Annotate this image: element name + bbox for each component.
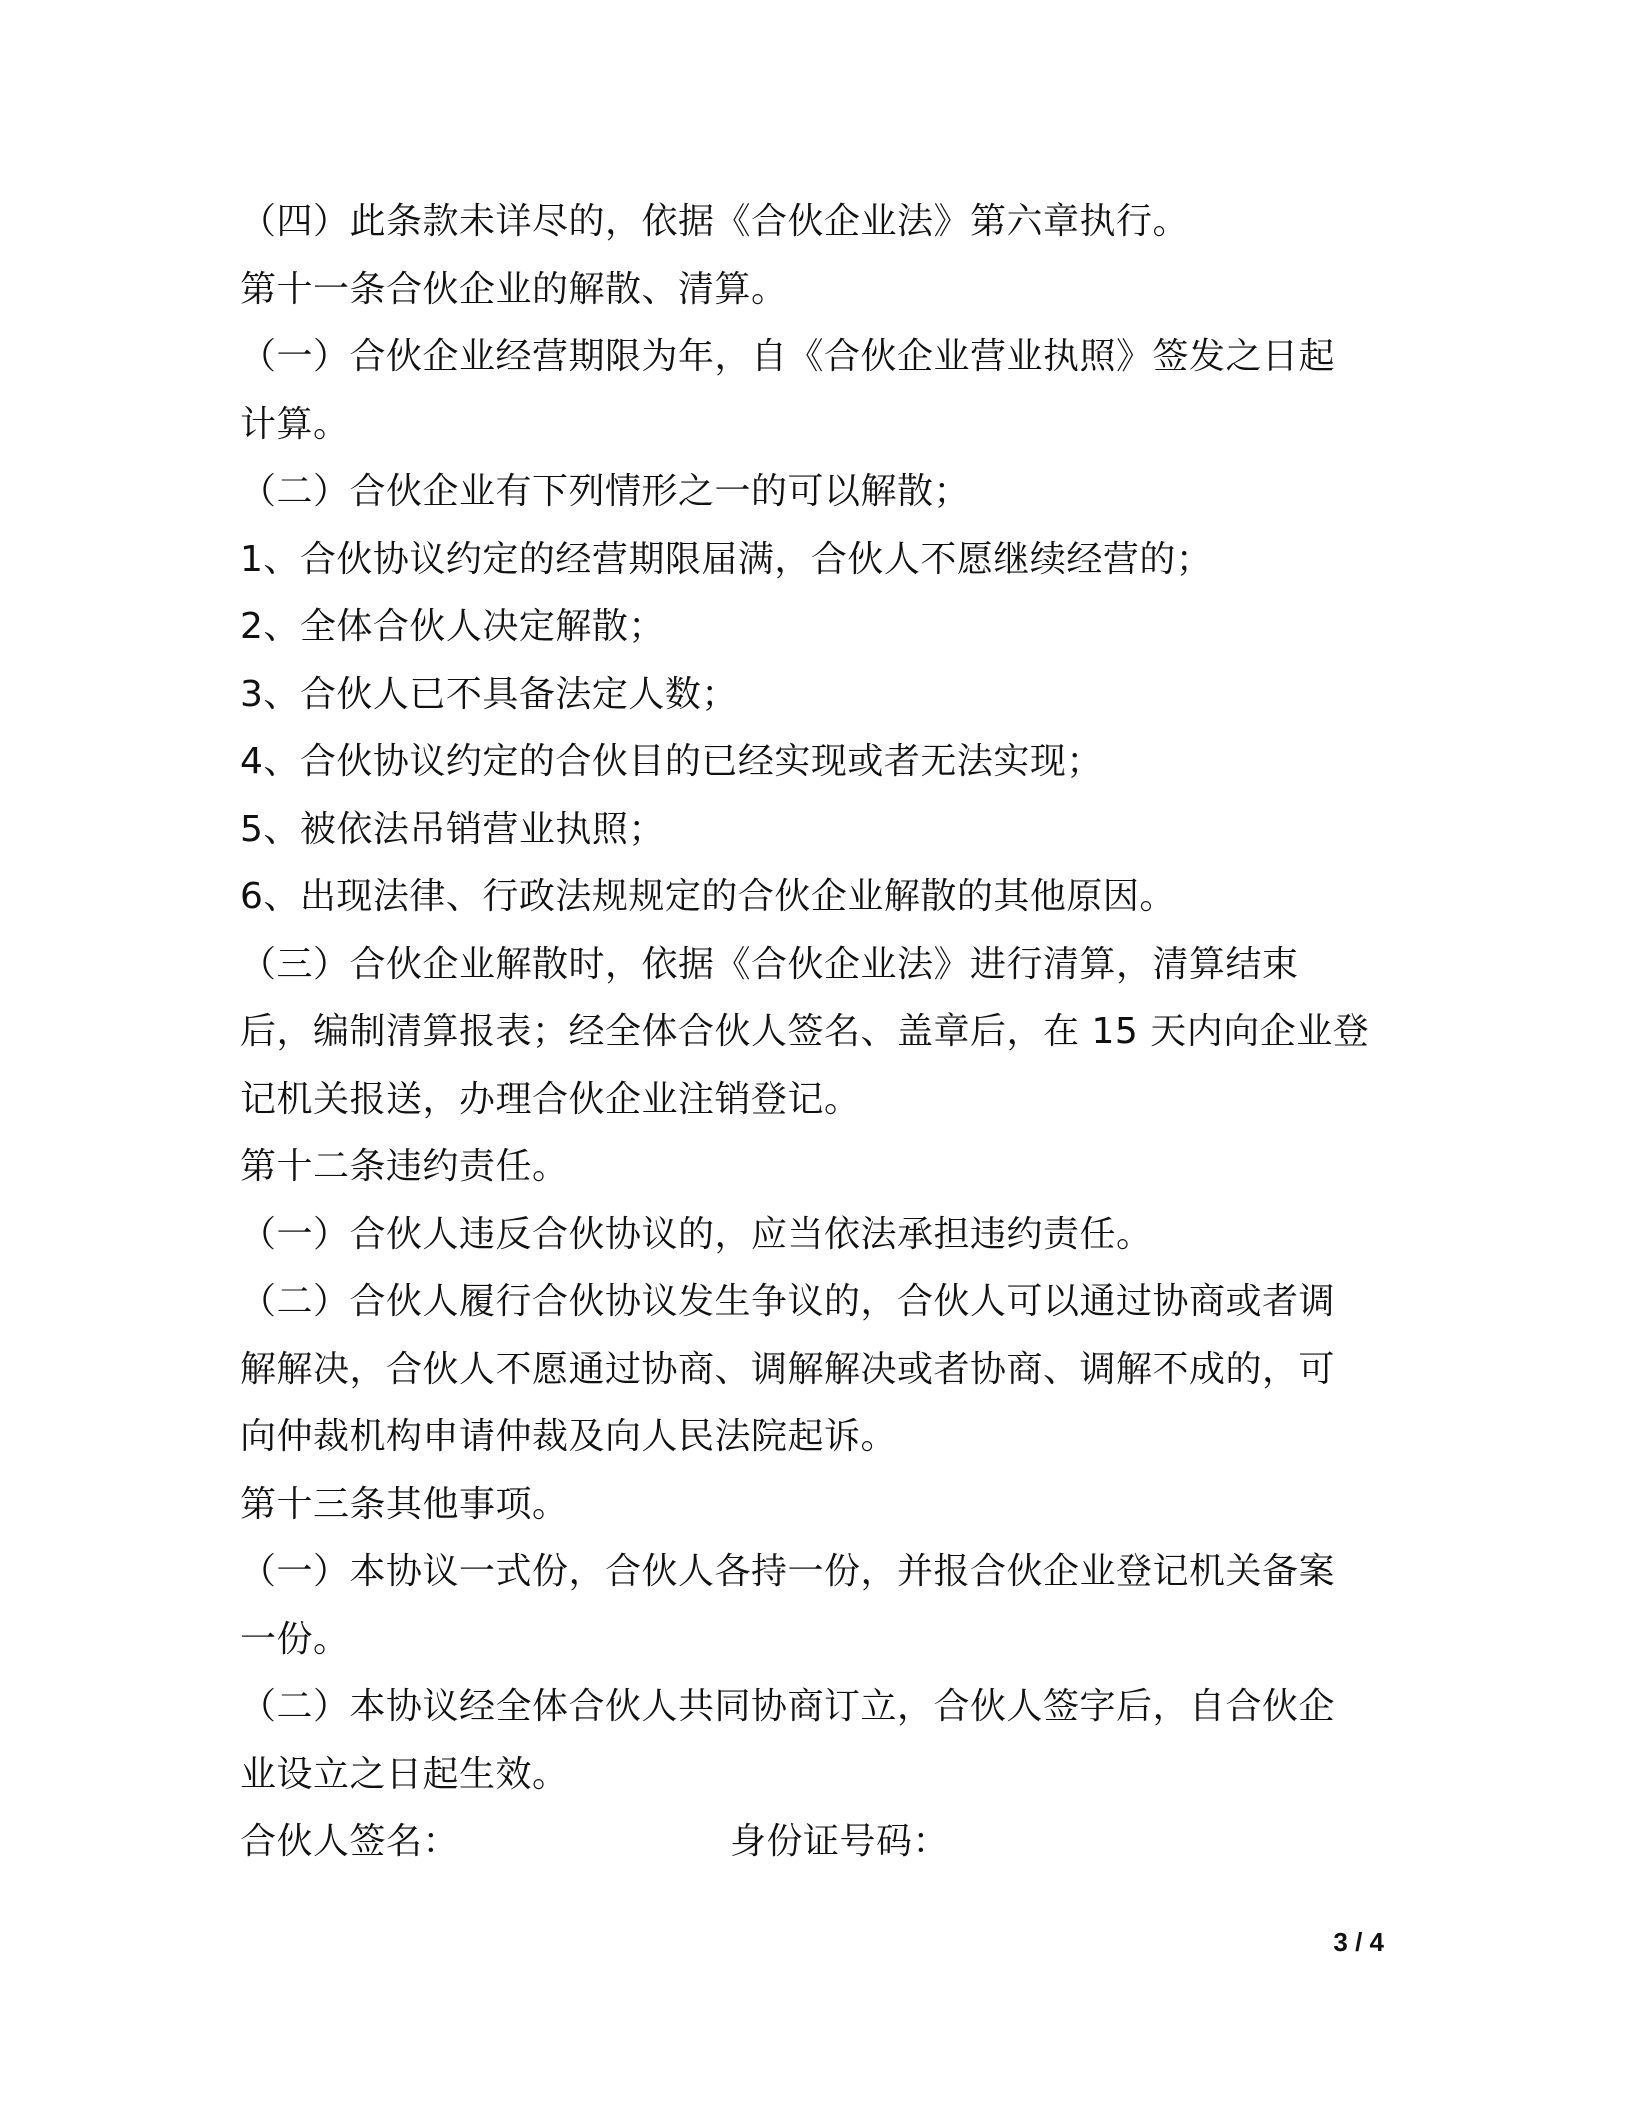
list-item: 3、合伙人已不具备法定人数；	[240, 673, 738, 715]
text-line: （一）本协议一式份，合伙人各持一份，并报合伙企业登记机关备案	[240, 1551, 1336, 1592]
text-line: 一份。	[240, 1618, 350, 1660]
text-line: （二）合伙人履行合伙协议发生争议的，合伙人可以通过协商或者调	[240, 1281, 1336, 1322]
page-number: 3 / 4	[1333, 1927, 1384, 1957]
text-line: （一）合伙企业经营期限为年，自《合伙企业营业执照》签发之日起	[240, 336, 1336, 377]
text-line: 解解决，合伙人不愿通过协商、调解解决或者协商、调解不成的，可	[240, 1348, 1336, 1390]
text-line: （二）本协议经全体合伙人共同协商订立，合伙人签字后，自合伙企	[240, 1686, 1336, 1727]
list-item: 4、合伙协议约定的合伙目的已经实现或者无法实现；	[240, 741, 1103, 782]
list-item: 2、全体合伙人决定解散；	[240, 606, 665, 647]
id-number-label: 身份证号码：	[730, 1821, 950, 1862]
text-line: 业设立之日起生效。	[240, 1753, 569, 1795]
text-line: 计算。	[240, 403, 350, 445]
list-item: 5、被依法吊销营业执照；	[240, 808, 665, 850]
text-line: （三）合伙企业解散时，依据《合伙企业法》进行清算，清算结束	[240, 943, 1299, 985]
document-body	[240, 188, 1400, 1876]
list-item: 6、出现法律、行政法规规定的合伙企业解散的其他原因。	[240, 876, 1176, 917]
text-line: 后，编制清算报表；经全体合伙人签名、盖章后，在 15 天内向企业登	[240, 1011, 1370, 1052]
text-line: 向仲裁机构申请仲裁及向人民法院起诉。	[240, 1416, 898, 1457]
signature-row	[240, 1808, 1400, 1876]
article-heading: 第十二条违约责任。	[240, 1146, 569, 1187]
text-line: （四）此条款未详尽的，依据《合伙企业法》第六章执行。	[240, 201, 1190, 242]
text-line: （一）合伙人违反合伙协议的，应当依法承担违约责任。	[240, 1213, 1153, 1255]
article-heading: 第十三条其他事项。	[240, 1483, 569, 1525]
article-heading: 第十一条合伙企业的解散、清算。	[240, 268, 788, 310]
text-line: 记机关报送，办理合伙企业注销登记。	[240, 1078, 861, 1120]
list-item: 1、合伙协议约定的经营期限届满，合伙人不愿继续经营的；	[240, 538, 1213, 580]
signature-name-label: 合伙人签名：	[240, 1821, 460, 1862]
text-line: （二）合伙企业有下列情形之一的可以解散；	[240, 471, 971, 512]
